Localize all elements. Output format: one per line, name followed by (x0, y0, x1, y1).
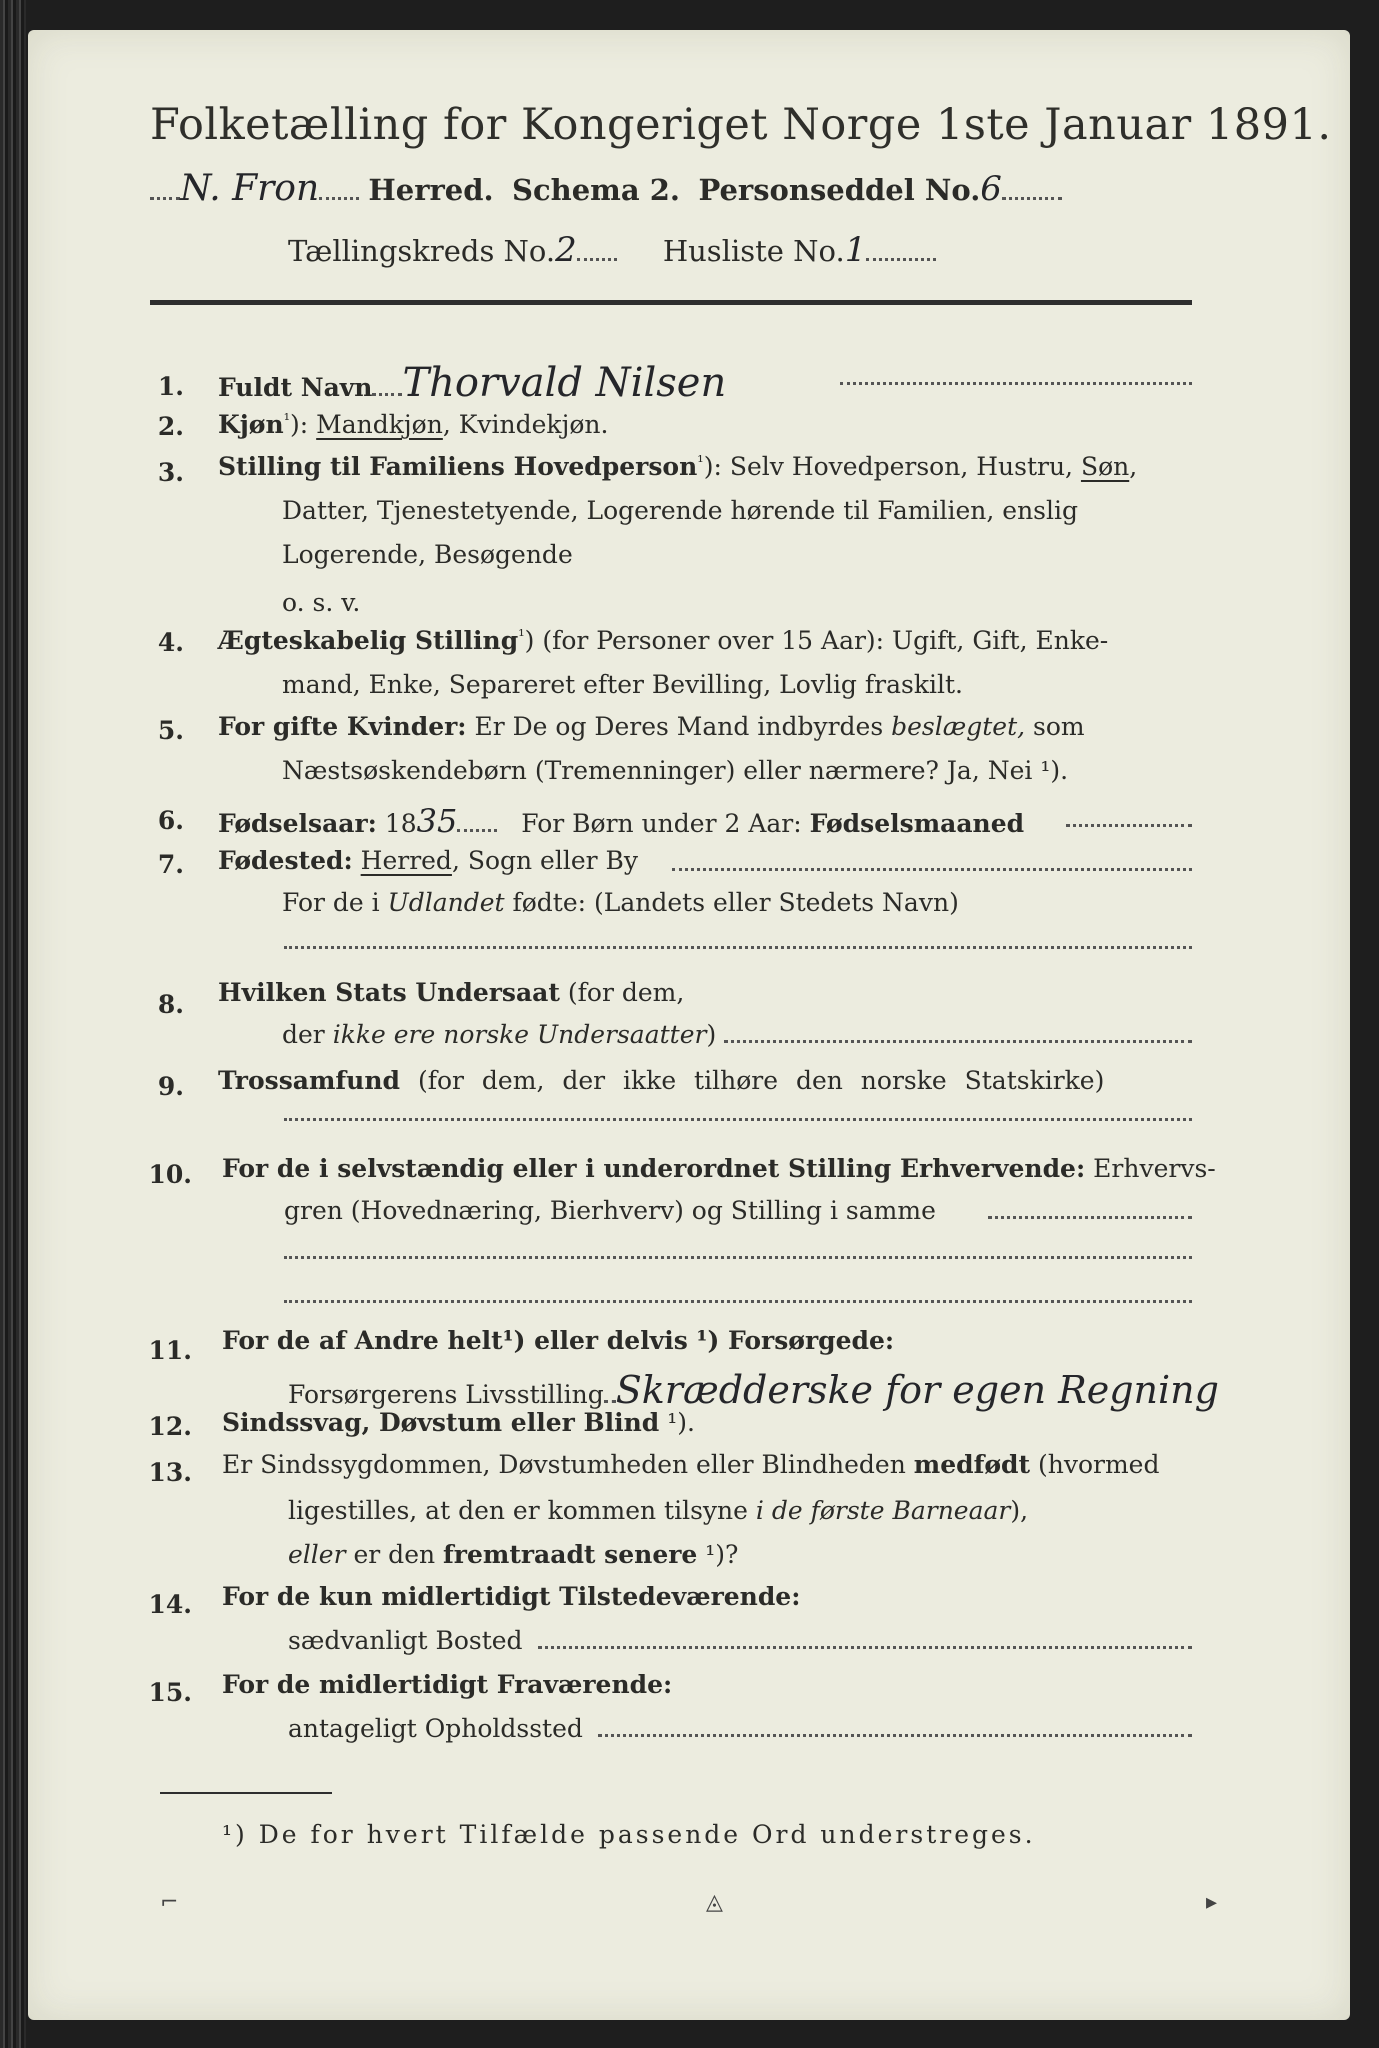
q7-label: Fødested: (218, 846, 353, 875)
q8-line2-b: ) (706, 1020, 717, 1049)
q3-number: 3. (157, 458, 184, 487)
q6-number: 6. (157, 806, 184, 835)
q10-line2: gren (Hovednæring, Bierhverv) og Stilling i samme (284, 1196, 936, 1225)
q5-row (218, 712, 1085, 741)
stray-mark-right: ▸ (1206, 1890, 1218, 1915)
q5-text: Er De og Deres Mand indbyrdes (466, 712, 892, 741)
q15-row (222, 1670, 672, 1699)
q14-row (222, 1582, 800, 1611)
q1-number: 1. (157, 372, 184, 401)
stray-mark-center: ◬ (706, 1890, 723, 1915)
q4-label: Ægteskabelig Stilling (218, 626, 519, 655)
q3-line2: Datter, Tjenestetyende, Logerende hørende til Familien, enslig (282, 496, 1079, 525)
husliste-label: Husliste No. (662, 234, 845, 268)
q13-number: 13. (148, 1458, 192, 1487)
q14-label: For de kun midlertidigt Tilstedeværende: (222, 1582, 801, 1611)
q13-line3-bold: fremtraadt senere (443, 1540, 698, 1569)
q13-line2 (288, 1496, 1028, 1525)
q3-text-b: , (1129, 452, 1138, 481)
q3-row (218, 452, 1137, 481)
q1-label: Fuldt Navn (218, 373, 373, 402)
q8-text: (for dem, (559, 978, 685, 1007)
q13-text-b: (hvormed (1030, 1450, 1160, 1479)
q9-label: Trossamfund (218, 1066, 401, 1095)
herred-label: Herred. (368, 173, 494, 207)
taellingskreds-label: Tællingskreds No. (288, 234, 556, 268)
q13-line3-c: ¹)? (697, 1540, 739, 1569)
q7-row (218, 846, 638, 875)
q13-line3-a: er den (345, 1540, 444, 1569)
q6-year-prefix: 18 (376, 809, 417, 838)
q12-label: Sindssvag, Døvstum eller Blind (222, 1408, 660, 1437)
q4-text: ) (for Personer over 15 Aar): Ugift, Gift, Enke- (524, 626, 1109, 655)
q12-row (222, 1408, 695, 1437)
q2-option-kvindekjon: , Kvindekjøn. (442, 410, 609, 439)
q3-line4: o. s. v. (282, 588, 361, 617)
q15-line2: antageligt Opholdssted (288, 1714, 583, 1743)
personseddel-value: 6 (980, 169, 1002, 209)
q5-label: For gifte Kvinder: (218, 712, 467, 741)
header-rule (150, 300, 1192, 305)
q4-number: 4. (157, 628, 184, 657)
q15-number: 15. (148, 1678, 192, 1707)
q7-option-herred: Herred (360, 846, 452, 875)
q13-line2-a: ligestilles, at den er kommen tilsyne (288, 1496, 756, 1525)
q11-number: 11. (148, 1336, 192, 1365)
q6-label: Fødselsaar: (218, 809, 377, 838)
q5-text-b: som (1025, 712, 1085, 741)
herred-value: N. Fron (180, 168, 320, 209)
q8-row (218, 978, 684, 1007)
q8-line2-a: der (282, 1020, 333, 1049)
footnote-rule (160, 1792, 332, 1794)
q8-label: Hvilken Stats Undersaat (218, 978, 560, 1007)
q13-row (222, 1450, 1159, 1479)
q8-line2-italic: ikke ere norske Undersaatter (332, 1020, 707, 1049)
q13-text: Er Sindssygdommen, Døvstumheden eller Blindheden (222, 1450, 914, 1479)
q14-line2: sædvanligt Bosted (288, 1626, 523, 1655)
q10-label: For de i selvstændig eller i underordnet Stilling Erhvervende: (222, 1154, 1086, 1183)
q7-line2-b: fødte: (Landets eller Stedets Navn) (504, 888, 959, 917)
q1-name-value: Thorvald Nilsen (402, 360, 727, 406)
q6-row (218, 802, 1024, 840)
husliste-value: 1 (844, 230, 867, 270)
q8-number: 8. (157, 990, 184, 1019)
q13-line3 (288, 1540, 738, 1569)
q5-line2: Næstsøskendebørn (Tremenninger) eller nærmere? Ja, Nei ¹). (282, 756, 1069, 785)
q12-number: 12. (148, 1412, 192, 1441)
q11-line2 (288, 1368, 1219, 1412)
q7-line2-italic: Udlandet (387, 888, 505, 917)
q3-sup: ¹ (697, 452, 704, 471)
q2-sup: ¹ (283, 410, 291, 429)
form-title: Folketælling for Kongeriget Norge 1ste Januar 1891. (150, 100, 1332, 150)
q3-line3: Logerende, Besøgende (282, 540, 573, 569)
q7-text: , Sogn eller By (451, 846, 639, 875)
q10-dotline-3 (284, 1300, 1192, 1303)
q10-dotline (988, 1216, 1192, 1219)
q15-dotline (598, 1734, 1192, 1737)
q5-number: 5. (157, 716, 184, 745)
q4-sup: ¹ (518, 626, 525, 645)
q6-text: For Børn under 2 Aar: (521, 809, 810, 838)
q10-label-wrap (222, 1154, 1085, 1183)
q7-line2-a: For de i (282, 888, 388, 917)
q10-text: Erhvervs- (1085, 1154, 1216, 1183)
q10-dotline-2 (284, 1256, 1192, 1259)
q7-dotline-2 (284, 946, 1192, 949)
q12-text: ¹). (659, 1408, 695, 1437)
q11-row (222, 1326, 894, 1355)
q6-year-value: 35 (416, 802, 458, 840)
q2-text: ): (290, 410, 317, 439)
q14-number: 14. (148, 1590, 192, 1619)
q8-dotline (724, 1040, 1192, 1043)
q3-text: ): Selv Hovedperson, Hustru, (703, 452, 1081, 481)
q11-livsstilling-label: Forsørgerens Livsstilling (288, 1380, 604, 1409)
q9-row (218, 1066, 1104, 1095)
q10-row (222, 1154, 1216, 1183)
q11-livsstilling-value: Skrædderske for egen Regning (615, 1368, 1219, 1412)
q6-dotline (1066, 824, 1192, 827)
q13-medfodt: medfødt (913, 1450, 1031, 1479)
q3-label: Stilling til Familiens Hovedperson (218, 452, 698, 481)
stray-mark-left: ⌐ (160, 1890, 179, 1915)
q2-number: 2. (157, 412, 184, 441)
personseddel-label: Personseddel No. (698, 173, 981, 207)
q13-line2-b: ), (1010, 1496, 1029, 1525)
q1-row (218, 360, 726, 406)
q2-option-mandkjon: Mandkjøn (316, 410, 443, 439)
q2-row (218, 410, 608, 439)
q13-line2-italic: i de første Barneaar (755, 1496, 1011, 1525)
q9-number: 9. (157, 1072, 184, 1101)
q15-label: For de midlertidigt Fraværende: (222, 1670, 673, 1699)
taellingskreds-value: 2 (555, 230, 577, 270)
q4-row (218, 626, 1108, 655)
q11-label: For de af Andre helt (222, 1326, 503, 1355)
footnote: ¹) De for hvert Tilfælde passende Ord understreges. (222, 1820, 1036, 1849)
q11-text: ¹) eller delvis ¹) Forsørgede: (502, 1326, 895, 1355)
q6-month-label: Fødselsmaaned (809, 809, 1025, 838)
q14-dotline (538, 1646, 1192, 1649)
q1-dotline (840, 382, 1192, 385)
herred-line (150, 168, 1062, 209)
binding-edge (0, 0, 26, 2048)
q7-line2 (282, 888, 959, 917)
schema-label: Schema 2. (512, 173, 681, 207)
q5-italic: beslægtet, (891, 712, 1026, 741)
q9-dotline (284, 1118, 1192, 1121)
q7-number: 7. (157, 850, 184, 879)
q8-line2 (282, 1020, 716, 1049)
q2-label: Kjøn (218, 410, 284, 439)
q4-line2: mand, Enke, Separeret efter Bevilling, Lovlig fraskilt. (282, 670, 963, 699)
taellingskreds-line (288, 230, 936, 270)
q10-number: 10. (148, 1160, 192, 1189)
q7-dotline (672, 868, 1192, 871)
q3-option-son: Søn (1080, 452, 1130, 481)
q9-text: (for dem, der ikke tilhøre den norske Statskirke) (400, 1066, 1105, 1095)
q13-line3-italic: eller (288, 1540, 346, 1569)
